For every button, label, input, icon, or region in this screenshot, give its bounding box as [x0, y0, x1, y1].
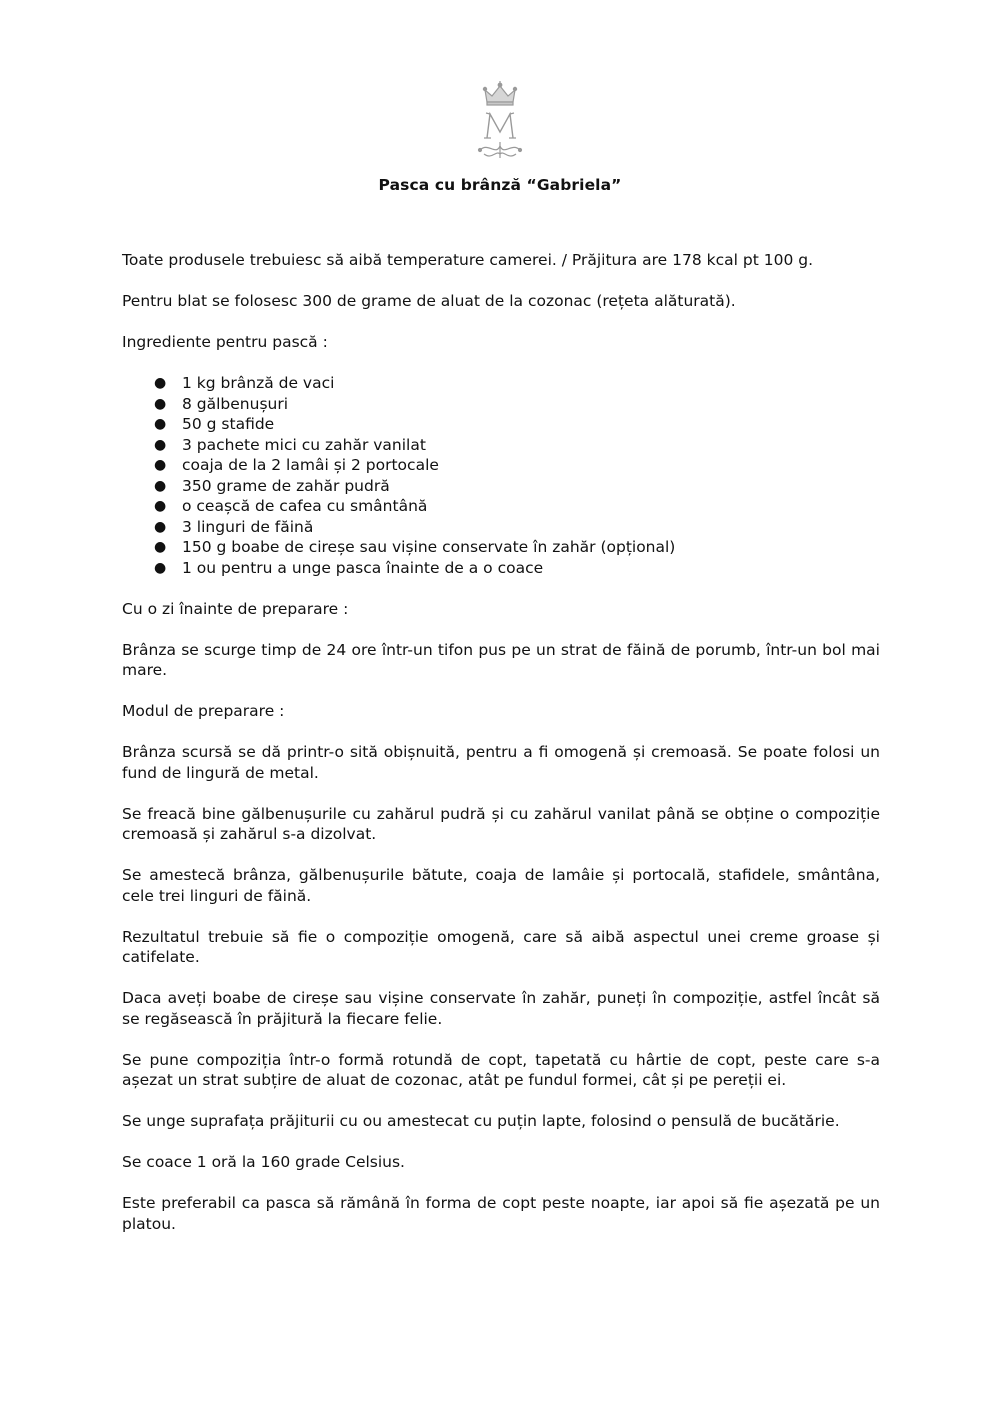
list-item-text: 350 grame de zahăr pudră: [182, 476, 390, 495]
document-body: [122, 250, 880, 1255]
bullet-icon: ●: [154, 498, 167, 514]
method-step: Se pune compoziția într-o formă rotundă de copt, tapetată cu hârtie de copt, peste care s-a așezat un strat subțire de aluat de cozonac, atât pe fundul formei, cât și pe pereții ei.: [122, 1050, 880, 1089]
method-step: Se amestecă brânza, gălbenușurile bătute, coaja de lamâie și portocală, stafidele, smântâna, cele trei linguri de făină.: [122, 866, 880, 905]
bullet-icon: ●: [154, 436, 167, 453]
list-item-text: o ceașcă de cafea cu smântână: [182, 497, 428, 515]
list-item: [122, 496, 880, 517]
crown-monogram-icon: [470, 80, 530, 162]
list-item: [122, 455, 880, 476]
list-item: [122, 476, 880, 497]
document-title: Pasca cu brânză “Gabriela”: [378, 176, 622, 194]
intro-paragraph: Toate produsele trebuiesc să aibă temperature camerei. / Prăjitura are 178 kcal pt 100 g.: [122, 251, 813, 269]
list-item-text: 8 gălbenușuri: [182, 394, 289, 413]
list-item: [122, 435, 880, 456]
intro-paragraph: Pentru blat se folosesc 300 de grame de aluat de la cozonac (rețeta alăturată).: [122, 292, 736, 310]
bullet-icon: ●: [154, 518, 167, 535]
ingredients-list: [122, 373, 880, 578]
bullet-icon: ●: [154, 539, 167, 555]
list-item-text: coaja de la 2 lamâi și 2 portocale: [182, 456, 439, 474]
bullet-icon: ●: [154, 457, 167, 473]
list-item: [122, 414, 880, 435]
prep-day-heading: Cu o zi înainte de preparare :: [122, 599, 349, 618]
list-item-text: 1 kg brânză de vaci: [182, 374, 335, 392]
bullet-icon: ●: [154, 395, 167, 412]
list-item: [122, 517, 880, 538]
list-item: [122, 373, 880, 394]
method-heading: Modul de preparare :: [122, 702, 285, 720]
method-step: Se unge suprafața prăjiturii cu ou amestecat cu puțin lapte, folosind o pensulă de bucătărie.: [122, 1112, 840, 1130]
method-step: Se coace 1 oră la 160 grade Celsius.: [122, 1153, 405, 1171]
list-item: [122, 537, 880, 558]
ingredients-heading: Ingrediente pentru pască :: [122, 333, 328, 351]
method-step: Se freacă bine gălbenușurile cu zahărul pudră și cu zahărul vanilat până se obține o compoziție cremoasă și zahărul s-a dizolvat.: [122, 804, 880, 843]
bullet-icon: ●: [154, 375, 167, 391]
list-item-text: 3 pachete mici cu zahăr vanilat: [182, 435, 426, 454]
prep-day-paragraph: Brânza se scurge timp de 24 ore într-un tifon pus pe un strat de făină de porumb, într-un bol mai mare.: [122, 640, 880, 679]
list-item-text: 3 linguri de făină: [182, 517, 314, 536]
list-item: [122, 394, 880, 415]
bullet-icon: ●: [154, 559, 167, 576]
bullet-icon: ●: [154, 477, 167, 494]
list-item: [122, 558, 880, 579]
method-step: Brânza scursă se dă printr-o sită obișnuită, pentru a fi omogenă și cremoasă. Se poate folosi un fund de lingură de metal.: [122, 743, 880, 782]
method-step: Daca aveți boabe de cireșe sau vișine conservate în zahăr, puneți în compoziție, astfel încât să se regăsească în prăjitură la fiecare felie.: [122, 989, 880, 1028]
method-step: Este preferabil ca pasca să rămână în forma de copt peste noapte, iar apoi să fie așezată pe un platou.: [122, 1194, 880, 1233]
bullet-icon: ●: [154, 416, 167, 432]
list-item-text: 150 g boabe de cireșe sau vișine conservate în zahăr (opțional): [182, 538, 676, 556]
list-item-text: 1 ou pentru a unge pasca înainte de a o coace: [182, 558, 544, 577]
method-step: Rezultatul trebuie să fie o compoziție omogenă, care să aibă aspectul unei creme groase și catifelate.: [122, 927, 880, 966]
list-item-text: 50 g stafide: [182, 415, 275, 433]
